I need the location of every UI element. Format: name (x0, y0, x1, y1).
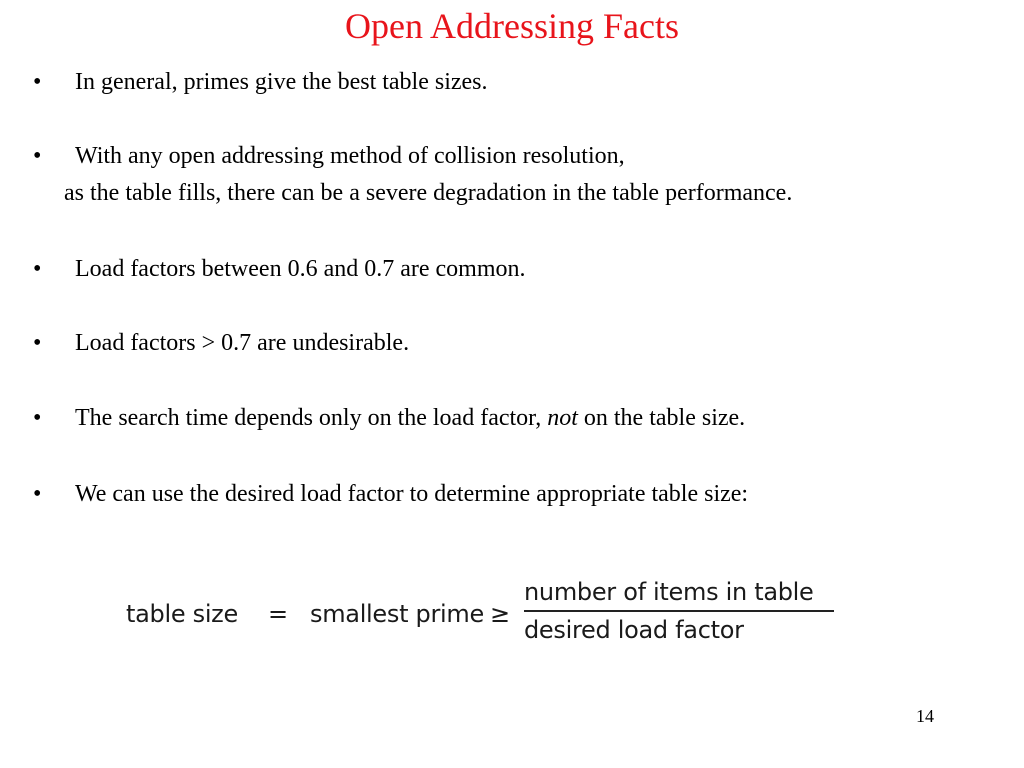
bullet-item (33, 403, 745, 433)
formula-denominator: desired load factor (524, 616, 744, 644)
formula-rhs-prefix: smallest prime (310, 600, 484, 628)
bullet-text: We can use the desired load factor to determine appropriate table size: (75, 481, 749, 507)
bullet-item (33, 141, 625, 171)
bullet-dot: • (33, 481, 42, 507)
page-number: 14 (916, 706, 934, 726)
bullet-continuation: as the table fills, there can be a severe degradation in the table performance. (64, 180, 793, 206)
bullet-item (33, 67, 488, 97)
formula-numerator: number of items in table (524, 578, 814, 606)
bullet-text: In general, primes give the best table sizes. (75, 69, 488, 95)
formula-equals: = (268, 600, 288, 628)
bullet-emphasis: not (547, 405, 578, 431)
formula-fraction (524, 578, 834, 644)
bullet-text-after: on the table size. (577, 405, 746, 431)
bullet-dot: • (33, 256, 42, 282)
bullet-item (33, 328, 409, 358)
fraction-bar (524, 610, 834, 612)
bullet-text: Load factors > 0.7 are undesirable. (75, 330, 410, 356)
formula-lhs: table size (126, 600, 238, 628)
bullet-text: Load factors between 0.6 and 0.7 are common. (75, 256, 526, 282)
bullet-text: With any open addressing method of collision resolution, (75, 143, 625, 169)
bullet-dot: • (33, 405, 42, 431)
bullet-dot: • (33, 330, 42, 356)
bullet-text-before: The search time depends only on the load factor, (75, 405, 548, 431)
bullet-dot: • (33, 143, 42, 169)
slide-title: Open Addressing Facts (345, 6, 679, 46)
bullet-item (33, 254, 526, 284)
bullet-item (33, 479, 748, 509)
bullet-dot: • (33, 69, 42, 95)
formula-relation: ≥ (490, 600, 510, 628)
